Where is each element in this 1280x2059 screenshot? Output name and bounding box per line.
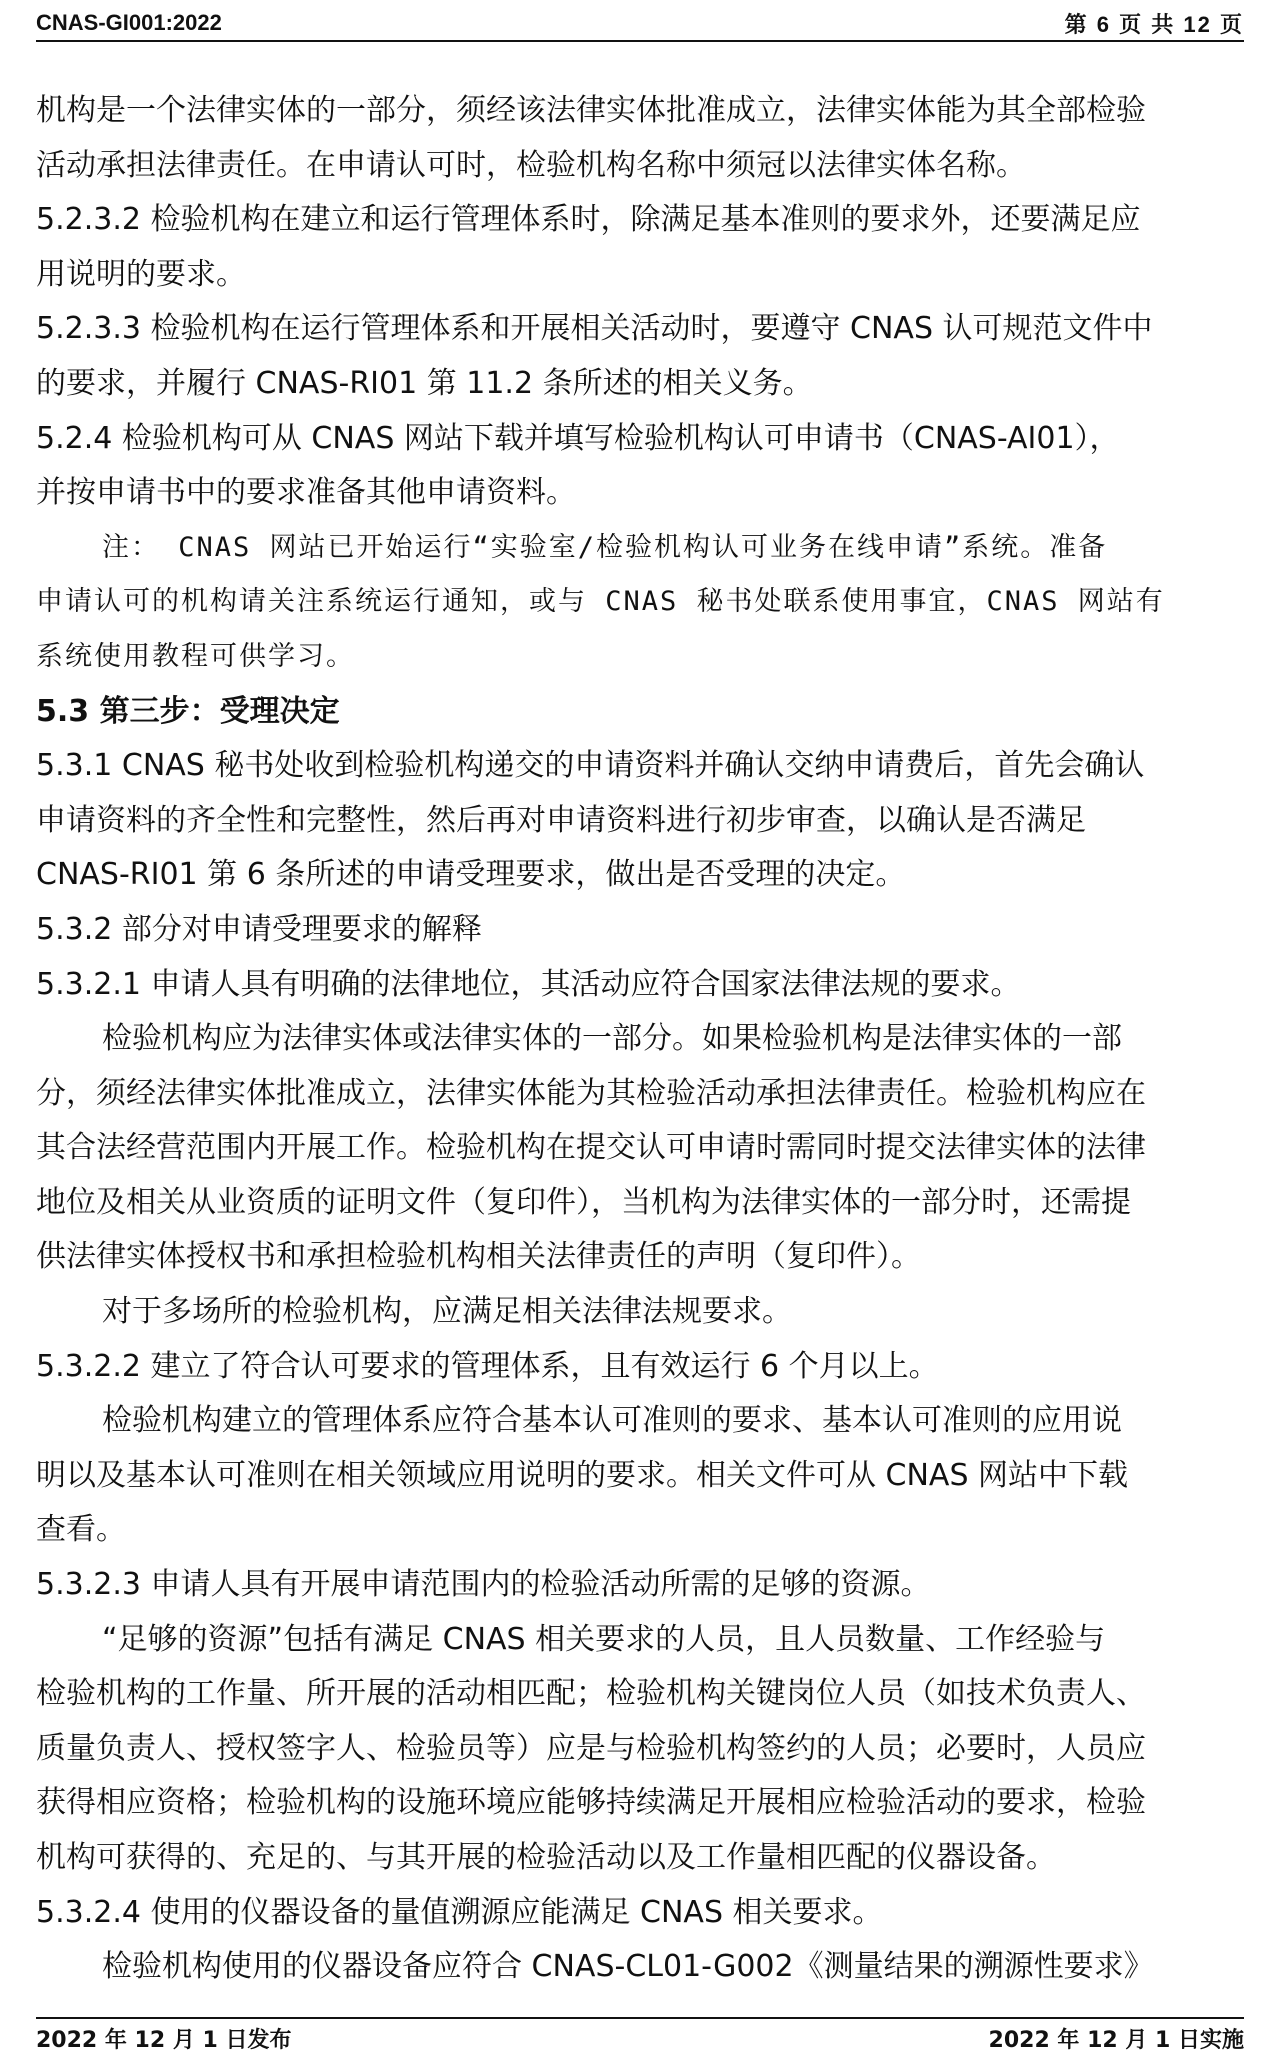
clause-5-3-2: 5.3.2 部分对申请受理要求的解释	[36, 911, 482, 947]
text-line: 查看。	[36, 1512, 126, 1548]
text-line: 其合法经营范围内开展工作。检验机构在提交认可申请时需同时提交法律实体的法律	[36, 1130, 1146, 1166]
page-footer	[36, 2017, 1244, 2057]
text-line: 检验机构应为法律实体或法律实体的一部分。如果检验机构是法律实体的一部	[102, 1021, 1122, 1057]
text-line: 获得相应资格；检验机构的设施环境应能够持续满足开展相应检验活动的要求，检验	[36, 1785, 1146, 1821]
text-line: 申请资料的齐全性和完整性，然后再对申请资料进行初步审查，以确认是否满足	[36, 802, 1086, 838]
page-number: 6	[1096, 11, 1111, 37]
clause-5-3-2-4: 5.3.2.4 使用的仪器设备的量值溯源应能满足 CNAS 相关要求。	[36, 1894, 883, 1930]
page-total: 12	[1183, 11, 1212, 37]
note-line: 申请认可的机构请关注系统运行通知，或与 CNAS 秘书处联系使用事宜，CNAS 网站有	[36, 586, 1165, 618]
clause-5-2-3-2: 5.2.3.2 检验机构在建立和运行管理体系时，除满足基本准则的要求外，还要满足应	[36, 202, 1141, 238]
note-line: 系统使用教程可供学习。	[36, 640, 355, 672]
text-line: 检验机构的工作量、所开展的活动相匹配；检验机构关键岗位人员（如技术负责人、	[36, 1676, 1146, 1712]
text-line: CNAS-RI01 第 6 条所述的申请受理要求，做出是否受理的决定。	[36, 857, 906, 893]
text-line: 机构可获得的、充足的、与其开展的检验活动以及工作量相匹配的仪器设备。	[36, 1840, 1056, 1875]
text-line: 对于多场所的检验机构，应满足相关法律法规要求。	[102, 1294, 792, 1330]
clause-5-2-4: 5.2.4 检验机构可从 CNAS 网站下载并填写检验机构认可申请书（CNAS-AI01），	[36, 420, 1120, 456]
text-line: 机构是一个法律实体的一部分，须经该法律实体批准成立，法律实体能为其全部检验	[36, 93, 1146, 128]
text-line: 分，须经法律实体批准成立，法律实体能为其检验活动承担法律责任。检验机构应在	[36, 1075, 1146, 1111]
text-line: 质量负责人、授权签字人、检验员等）应是与检验机构签约的人员；必要时，人员应	[36, 1730, 1146, 1766]
document-id: CNAS-GI001:2022	[36, 10, 222, 35]
page-suffix: 页	[1219, 11, 1244, 37]
page-indicator	[1065, 8, 1244, 39]
issue-date: 2022 年 12 月 1 日发布	[36, 2027, 292, 2053]
clause-5-2-3-3: 5.2.3.3 检验机构在运行管理体系和开展相关活动时，要遵守 CNAS 认可规范文件中	[36, 311, 1153, 347]
text-line: 检验机构使用的仪器设备应符合 CNAS-CL01-G002《测量结果的溯源性要求》	[102, 1949, 1154, 1985]
page-prefix: 第	[1064, 11, 1089, 37]
effective-date: 2022 年 12 月 1 日实施	[988, 2027, 1244, 2053]
clause-5-3-2-1: 5.3.2.1 申请人具有明确的法律地位，其活动应符合国家法律法规的要求。	[36, 966, 1021, 1002]
clause-5-3-2-2: 5.3.2.2 建立了符合认可要求的管理体系，且有效运行 6 个月以上。	[36, 1348, 939, 1384]
text-line: 检验机构建立的管理体系应符合基本认可准则的要求、基本认可准则的应用说	[102, 1403, 1122, 1439]
text-line: 地位及相关从业资质的证明文件（复印件），当机构为法律实体的一部分时，还需提	[36, 1184, 1131, 1220]
document-body	[36, 84, 1252, 1995]
text-line: 用说明的要求。	[36, 256, 246, 292]
page-mid: 页 共	[1119, 11, 1176, 37]
text-line: 明以及基本认可准则在相关领域应用说明的要求。相关文件可从 CNAS 网站中下载	[36, 1457, 1129, 1493]
section-heading-5-3: 5.3 第三步：受理决定	[36, 693, 340, 729]
page-header	[36, 6, 1244, 42]
note-line: 注： CNAS 网站已开始运行“实验室/检验机构认可业务在线申请”系统。准备	[102, 531, 1108, 563]
text-line: 活动承担法律责任。在申请认可时，检验机构名称中须冠以法律实体名称。	[36, 147, 1026, 183]
clause-5-3-1: 5.3.1 CNAS 秘书处收到检验机构递交的申请资料并确认交纳申请费后，首先会确认	[36, 748, 1145, 784]
clause-5-3-2-3: 5.3.2.3 申请人具有开展申请范围内的检验活动所需的足够的资源。	[36, 1567, 931, 1603]
text-line: “足够的资源”包括有满足 CNAS 相关要求的人员，且人员数量、工作经验与	[102, 1621, 1106, 1657]
text-line: 的要求，并履行 CNAS-RI01 第 11.2 条所述的相关义务。	[36, 365, 813, 401]
text-line: 并按申请书中的要求准备其他申请资料。	[36, 475, 576, 511]
text-line: 供法律实体授权书和承担检验机构相关法律责任的声明（复印件）。	[36, 1239, 921, 1275]
